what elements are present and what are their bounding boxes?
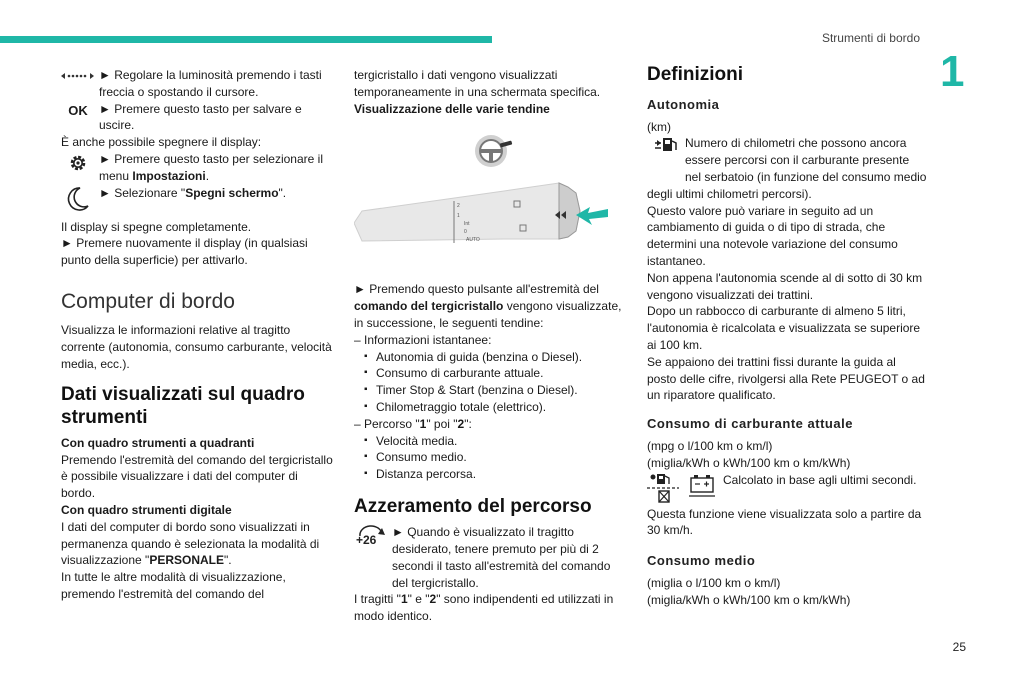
- tragitti-text: I tragitti "1" e "2" sono indipendenti ed utilizzati in modo identico.: [354, 592, 614, 624]
- unit-consumo-attuale-2: (miglia/kWh o kWh/100 km o km/kWh): [647, 455, 851, 470]
- wiper-stalk-image: [354, 131, 628, 271]
- subheading-consumo-medio: Consumo medio: [647, 553, 756, 569]
- subheading-quadranti: Con quadro strumenti a quadranti: [61, 435, 255, 450]
- list-percorso: – Percorso "1" poi "2":: [354, 416, 472, 431]
- unit-consumo-medio-1: (miglia o l/100 km o km/l): [647, 575, 781, 590]
- instant-consumption-icons: [647, 472, 719, 504]
- moon-icon: [61, 185, 95, 213]
- list-item: ▪ Autonomia di guida (benzina o Diesel).: [354, 349, 628, 366]
- list-item: ▪ Consumo medio.: [354, 449, 628, 466]
- subheading-consumo-attuale: Consumo di carburante attuale: [647, 416, 853, 432]
- top-accent-bar: [0, 36, 492, 43]
- chapter-number: 1: [940, 47, 965, 96]
- steering-wheel-icon: [475, 135, 512, 167]
- list-info-istantanee: – Informazioni istantanee:: [354, 332, 492, 347]
- settings-instruction: ► Premere questo tasto per selezionare il menu Impostazioni.: [61, 151, 333, 185]
- gear-icon: [61, 154, 95, 172]
- autonomia-paragraph: Dopo un rabbocco di carburante di almeno 5 litri, l'autonomia è ricalcolata e visualizzata se superiore ai 100 km.: [647, 304, 921, 352]
- svg-text:0: 0: [464, 229, 467, 236]
- list-item: ▪ Timer Stop & Start (benzina o Diesel).: [354, 382, 628, 399]
- unit-consumo-attuale-1: (mpg o l/100 km o km/l): [647, 438, 773, 453]
- list-item: ▪ Distanza percorsa.: [354, 466, 628, 483]
- display-off-intro: È anche possibile spegnere il display:: [61, 135, 262, 150]
- fuel-pump-range-icon: [647, 135, 685, 169]
- consumo-attuale-note: Questa funzione viene visualizzata solo a partire da 30 km/h.: [647, 506, 922, 538]
- wiper-stalk-illustration: [354, 131, 628, 271]
- screen-off-instruction: ► Selezionare "Spegni schermo".: [61, 185, 333, 219]
- display-off-result: Il display si spegne completamente.: [61, 219, 252, 234]
- altre-modalita-text: In tutte le altre modalità di visualizzazione, premendo l'estremità del comando del: [61, 570, 286, 602]
- section-title: Strumenti di bordo: [821, 31, 920, 45]
- computer-description: Visualizza le informazioni relative al tragitto corrente (autonomia, consumo carburante, velocità media, ecc.).: [61, 323, 332, 371]
- autonomia-paragraph: Questo valore può variare in seguito ad un cambiamento di guida o di tipo di strada, che determini una notevole variazione del consumo istantaneo.: [647, 203, 898, 268]
- list-item: ▪ Velocità media.: [354, 433, 628, 450]
- heading-azzeramento: Azzeramento del percorso: [354, 495, 592, 517]
- list-item: ▪ Consumo di carburante attuale.: [354, 365, 628, 382]
- unit-consumo-medio-2: (miglia/kWh o kWh/100 km o km/kWh): [647, 592, 851, 607]
- autonomia-paragraph: Non appena l'autonomia scende al di sotto di 30 km vengono visualizzati dei trattini.: [647, 270, 923, 302]
- column-3: [647, 64, 927, 609]
- azzeramento-text: +26 ► Quando è visualizzato il tragitto desiderato, tenere premuto per più di 2 secondi il tasto all'estremità del comando del tergicristallo.: [354, 524, 628, 591]
- ok-instruction: OK ► Premere questo tasto per salvare e uscire.: [61, 101, 333, 135]
- page-number: 25: [952, 640, 966, 654]
- reset-trip-icon: [354, 526, 388, 547]
- press-again-instruction: ► Premere nuovamente il display (in qualsiasi punto della superficie) per attivarlo.: [61, 236, 308, 268]
- subheading-tendine: Visualizzazione delle varie tendine: [354, 101, 550, 116]
- column-2: [354, 67, 628, 625]
- list-item: ▪ Chilometraggio totale (elettrico).: [354, 399, 628, 416]
- heading-definizioni: Definizioni: [647, 64, 744, 85]
- heading-computer: Computer di bordo: [61, 289, 235, 313]
- brightness-instruction: ► Regolare la luminosità premendo i tasti freccia o spostando il cursore.: [61, 67, 333, 101]
- consumo-attuale-definition: Calcolato in base agli ultimi secondi.: [647, 472, 927, 506]
- heading-dati: Dati visualizzati sul quadro strumenti: [61, 383, 305, 428]
- autonomia-definition: Numero di chilometri che possono ancora essere percorsi con il carburante presente nel serbatoio (in funzione del consumo medio degli ultimi chilometri percorsi).: [647, 136, 927, 201]
- subheading-digitale: Con quadro strumenti digitale: [61, 503, 232, 518]
- continued-text: tergicristallo i dati vengono visualizzati temporaneamente in una schermata specifica.: [354, 68, 601, 99]
- subheading-autonomia: Autonomia: [647, 96, 720, 112]
- dots-arrows-icon: [61, 67, 95, 85]
- teal-pointer-arrow: [576, 207, 608, 225]
- svg-text:Int: Int: [464, 221, 470, 228]
- unit-km: (km): [647, 119, 671, 134]
- svg-text:+26: +26: [356, 533, 377, 547]
- autonomia-paragraph: Se appaiono dei trattini fissi durante la guida al posto delle cifre, rivolgersi alla Rete PEUGEOT o ad un riparatore qualificato.: [647, 354, 925, 403]
- svg-text:1: 1: [457, 213, 460, 220]
- svg-text:2: 2: [457, 203, 460, 210]
- digitale-text: I dati del computer di bordo sono visualizzati in permanenza quando è selezionata la modalità di visualizzazione "PERSONALE".: [61, 519, 320, 568]
- press-button-text: ► Premendo questo pulsante all'estremità del comando del tergicristallo vengono visualizzate, in successione, le seguenti tendine:: [354, 282, 622, 330]
- quadranti-text: Premendo l'estremità del comando del tergicristallo è possibile visualizzare i dati del computer di bordo.: [61, 452, 333, 501]
- ok-icon: OK: [68, 103, 88, 119]
- svg-text:AUTO: AUTO: [466, 237, 480, 244]
- column-1: [61, 67, 333, 603]
